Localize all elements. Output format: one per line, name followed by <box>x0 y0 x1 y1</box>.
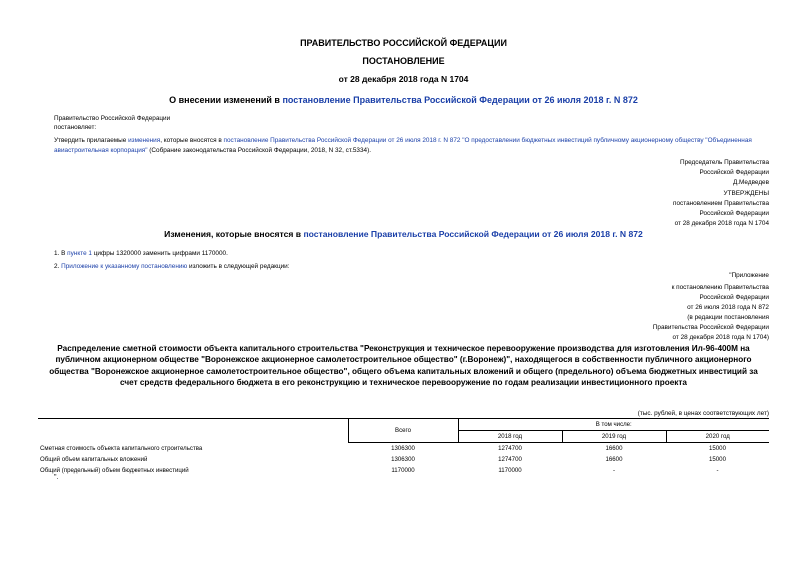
signature-line-0: Председатель Правительства <box>680 159 769 166</box>
item2-text-a: 2. <box>54 263 62 270</box>
body-text-b: , которые вносятся в <box>160 137 224 144</box>
appendix-title: Распределение сметной стоимости объекта капитального строительства "Реконструкция и техническое перевооружение производства для изготовления Ил-96-400М на публичном акционерном обществе "Воронежское акционерное самолетостроительное общество" (г.Воронеж)", находящегося в собственности публичного акционерного общества "Воронежское акционерное самолетостроительное общество", общего объема капитальных вложений и общего (предельного) объема бюджетных инвестиций за счет средств федерального бюджета в его реконструкцию и техническое перевооружение по годам реализации инвестиционного проекта <box>49 344 758 387</box>
header-year-2019: 2019 год <box>562 431 666 443</box>
header-empty-cell <box>38 419 348 443</box>
point-1-link[interactable]: пункте 1 <box>67 250 92 257</box>
closing-quote: ". <box>54 474 59 481</box>
doc-type-heading: ПОСТАНОВЛЕНИЕ <box>362 56 445 66</box>
investment-table <box>38 418 769 476</box>
row-2019: 16600 <box>605 445 623 452</box>
changes-title-link[interactable]: постановление Правительства Российской Федерации от 26 июля 2018 г. N 872 <box>303 229 643 239</box>
signature-line-4: постановлением Правительства <box>673 200 769 207</box>
body-text-c: (Собрание законодательства Российской Федерации, 2018, N 32, ст.5334). <box>147 147 371 154</box>
appendix-header-line-2: Российской Федерации <box>699 294 769 301</box>
resolution-872-link[interactable]: постановление Правительства Российской Федерации от 26 июля 2018 г. N 872 "О предоставлении бюджетных инвестиций публичному акционерному обществу "Объединенная авиастроительная корпорация" <box>54 137 752 154</box>
signature-line-3: УТВЕРЖДЕНЫ <box>723 190 769 197</box>
change-item-2 <box>54 262 290 272</box>
appendix-header-line-0: "Приложение <box>729 272 769 279</box>
changes-title-prefix: Изменения, которые вносятся в <box>164 229 304 239</box>
row-total: 1306300 <box>391 445 415 452</box>
signature-line-5: Российской Федерации <box>699 210 769 217</box>
item1-text-b: цифры 1320000 заменить цифрами 1170000. <box>91 250 228 257</box>
row-total: 1306300 <box>391 456 415 463</box>
item2-text-b: изложить в следующей редакции: <box>187 263 290 270</box>
row-total: 1170000 <box>391 467 415 474</box>
header-including: В том числе: <box>458 419 769 431</box>
signature-line-2: Д.Медведев <box>732 179 769 186</box>
row-2020: - <box>716 467 719 474</box>
body-paragraph <box>54 136 772 156</box>
doc-date-number: от 28 декабря 2018 года N 1704 <box>338 74 469 84</box>
row-2018: 1274700 <box>498 445 522 452</box>
row-label: Сметная стоимость объекта капитального строительства <box>40 444 203 452</box>
appendix-header-line-1: к постановлению Правительства <box>671 284 769 291</box>
row-2018: 1274700 <box>498 456 522 463</box>
header-year-2020: 2020 год <box>666 431 769 443</box>
doc-title-prefix: О внесении изменений в <box>169 95 283 105</box>
change-item-1 <box>54 249 228 259</box>
changes-link[interactable]: изменения <box>128 137 161 144</box>
signature-line-6: от 28 декабря 2018 года N 1704 <box>674 220 769 227</box>
row-2020: 15000 <box>709 456 726 463</box>
table-row <box>38 443 769 455</box>
body-line-government: Правительство Российской Федерации <box>54 115 171 122</box>
row-label: Общий объем капитальных вложений <box>40 456 148 463</box>
body-text-a: Утвердить прилагаемые <box>54 137 129 144</box>
row-2019: 16600 <box>605 456 623 463</box>
appendix-header-line-4: (в редакции постановления <box>687 314 769 321</box>
government-heading: ПРАВИТЕЛЬСТВО РОССИЙСКОЙ ФЕДЕРАЦИИ <box>300 38 507 48</box>
appendix-link[interactable]: Приложение к указанному постановлению <box>61 263 188 270</box>
row-2018: 1170000 <box>498 467 522 474</box>
table-row <box>38 465 769 476</box>
item1-text-a: 1. В <box>54 250 68 257</box>
header-total: Всего <box>348 419 458 443</box>
appendix-header-line-3: от 26 июля 2018 года N 872 <box>687 304 769 311</box>
body-line-resolves: постановляет: <box>54 124 97 131</box>
header-year-2018: 2018 год <box>458 431 562 443</box>
doc-title-link[interactable]: постановление Правительства Российской Федерации от 26 июля 2018 г. N 872 <box>282 95 638 105</box>
appendix-header-line-6: от 28 декабря 2018 года N 1704) <box>672 334 769 341</box>
row-2019: - <box>612 467 616 474</box>
row-label: Общий (предельный) объем бюджетных инвестиций <box>40 467 189 474</box>
table-row <box>38 454 769 465</box>
changes-title <box>0 229 807 239</box>
doc-title <box>0 95 807 105</box>
signature-line-1: Российской Федерации <box>699 169 769 176</box>
row-2020: 15000 <box>709 445 726 452</box>
table-units: (тыс. рублей, в ценах соответствующих лет) <box>637 410 769 417</box>
appendix-header-line-5: Правительства Российской Федерации <box>652 324 769 331</box>
